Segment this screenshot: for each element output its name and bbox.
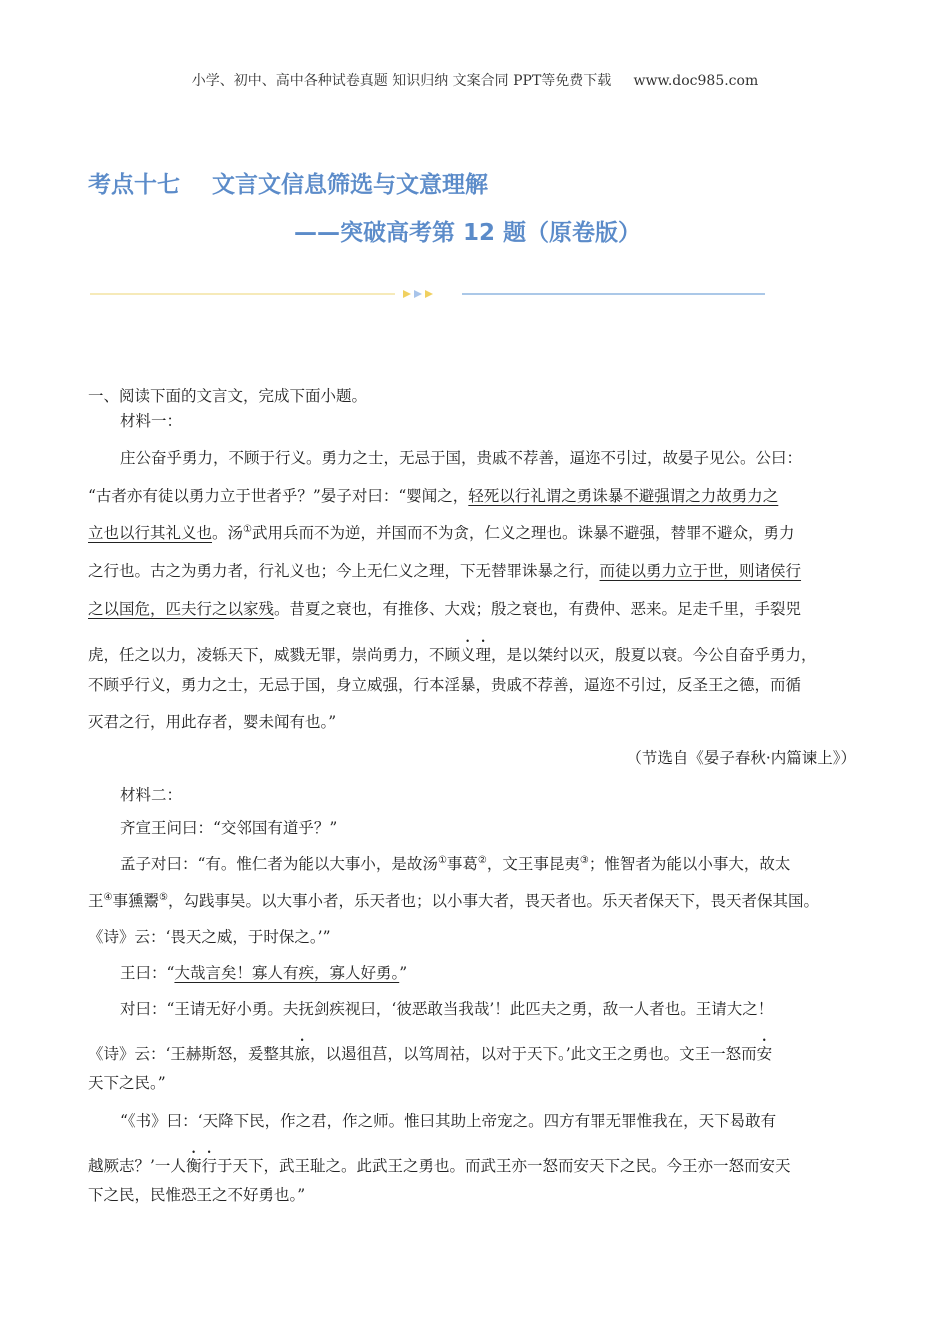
text: 于天下，武王耻之。此武王之勇也。而武王亦一怒而安天下之民。今王亦一怒而安天 [216,1157,791,1175]
footnote-marker: ② [477,855,487,866]
material1-line-7 [88,675,950,695]
underlined-text: 轻死以行礼谓之勇诛暴不避强谓之力故勇力之 [468,487,779,505]
text: “《书》曰：‘天降下民，作之君，作之师。惟曰其助上帝宠之。四方有罪无罪惟我在，天下曷敢有 [120,1112,777,1130]
page-header: 小学、初中、高中各种试卷真题 知识归纳 文案合同 PPT等免费下载 www.doc985.com [191,73,759,89]
material2-line-1 [120,818,950,838]
material2-label [120,785,950,805]
material1-line-8 [88,712,950,732]
underlined-text: 大哉言矣！寡人有疾，寡人好勇。 [174,964,400,982]
text: 王曰：“ [120,964,175,982]
emphasized-text: 旅 [294,1045,310,1063]
text: 。汤 [212,524,244,542]
text: ；惟智者为能以小事大，故太 [588,855,791,873]
text: “古者亦有徒以勇力立于世者乎？”晏子对曰：“婴闻之， [88,487,469,505]
text: ，勾践事吴。以大事小者，乐天者也；以小事大者，畏天者也。乐天者保天下，畏天者保其国。 [167,892,819,910]
text: 灭君之行，用此存者，婴未闻有也。” [88,713,337,731]
text: ，以遏徂莒，以笃周祜，以对于天下。’此文王之勇也。文王一怒而 [309,1045,757,1063]
divider-arrow-2 [414,290,422,298]
text: 虎，任之以力，凌轹天下，威戮无罪，崇尚勇力，不顾 [88,646,461,664]
material2-line-10 [88,1148,950,1176]
material1-label-text: 材料一： [120,412,183,430]
footnote-marker: ① [437,855,447,866]
material1-line-6 [88,637,950,665]
material1-line-1 [120,448,950,468]
text: 王 [88,892,104,910]
text: 之行也。古之为勇力者，行礼义也；今上无仁义之理，下无替罪诛暴之行， [88,562,600,580]
text: 天下之民。” [88,1074,166,1092]
emphasized-text: 义理 [460,646,492,664]
material2-line-8 [88,1073,950,1093]
emphasized-text: 安 [756,1045,773,1063]
text: 越厥志？’一人 [88,1157,186,1175]
material2-line-11 [88,1185,950,1205]
footnote-marker: ⑤ [159,892,168,903]
text: 《诗》云：‘王赫斯怒，爰整其 [88,1045,295,1063]
title-divider [90,286,770,302]
text: 对曰：“王请无好小勇。夫抚剑疾视曰，‘彼恶敢当我哉’！此匹夫之勇，敌一人者也。王请大之！ [120,1000,774,1018]
text: ，是以桀纣以灭，殷夏以衰。今公自奋乎勇力， [491,646,817,664]
material2-line-3 [88,891,950,911]
section-heading [88,386,950,406]
source-citation: （节选自《晏子春秋·内篇谏上》） [626,749,856,767]
text: 事葛 [446,855,478,873]
divider-arrow-3 [425,290,433,298]
text: 孟子对曰：“有。惟仁者为能以大事小，是故汤 [120,855,438,873]
underlined-text: 之以国危，匹夫行之以家残 [88,600,275,618]
material1-line-2 [88,486,950,506]
text: ” [399,964,408,982]
divider-arrow-1 [403,290,411,298]
text: ，文王事昆夷 [486,855,580,873]
footnote-marker: ③ [579,855,589,866]
footnote-marker: ① [243,524,252,535]
material2-label-text: 材料二： [120,786,183,804]
text: 下之民，民惟恐王之不好勇也。” [88,1186,306,1204]
text: 齐宣王问曰：“交邻国有道乎？” [120,819,338,837]
material1-line-3 [88,523,950,543]
text: 。昔夏之衰也，有推侈、大戏；殷之衰也，有费仲、恶来。足走千里，手裂兕 [274,600,802,618]
text: 庄公奋乎勇力，不顾于行义。勇力之士，无忌于国，贵戚不荐善，逼迩不引过，故晏子见公。公曰： [120,449,803,467]
material1-source [0,748,856,768]
text: 事獯鬻 [112,892,159,910]
emphasized-text: 衡行 [185,1157,217,1175]
material2-line-7 [88,1036,950,1064]
page-title: 考点十七 文言文信息筛选与文意理解 [88,172,489,198]
material2-line-6 [120,999,950,1019]
footnote-marker: ④ [103,892,113,903]
material2-line-9 [120,1111,950,1131]
text: 不顾乎行义，勇力之士，无忌于国，身立威强，行本淫暴，贵戚不荐善，逼迩不引过，反圣王之德，而循 [88,676,802,694]
text: 《诗》云：‘畏天之威，于时保之。’” [88,928,331,946]
material2-line-2 [120,854,950,874]
page-subtitle: ——突破高考第 12 题（原卷版） [294,220,642,246]
material2-line-5 [120,963,950,983]
text: 武用兵而不为逆，并国而不为贪，仁义之理也。诛暴不避强，替罪不避众，勇力 [252,524,795,542]
material1-label [120,411,950,431]
section-heading-text: 一、阅读下面的文言文，完成下面小题。 [88,387,368,405]
material1-line-4 [88,561,950,581]
material2-line-4 [88,927,950,947]
material1-line-5 [88,599,950,619]
underlined-text: 而徒以勇力立于世，则诸侯行 [599,562,802,580]
underlined-text: 立也以行其礼义也 [88,524,213,542]
